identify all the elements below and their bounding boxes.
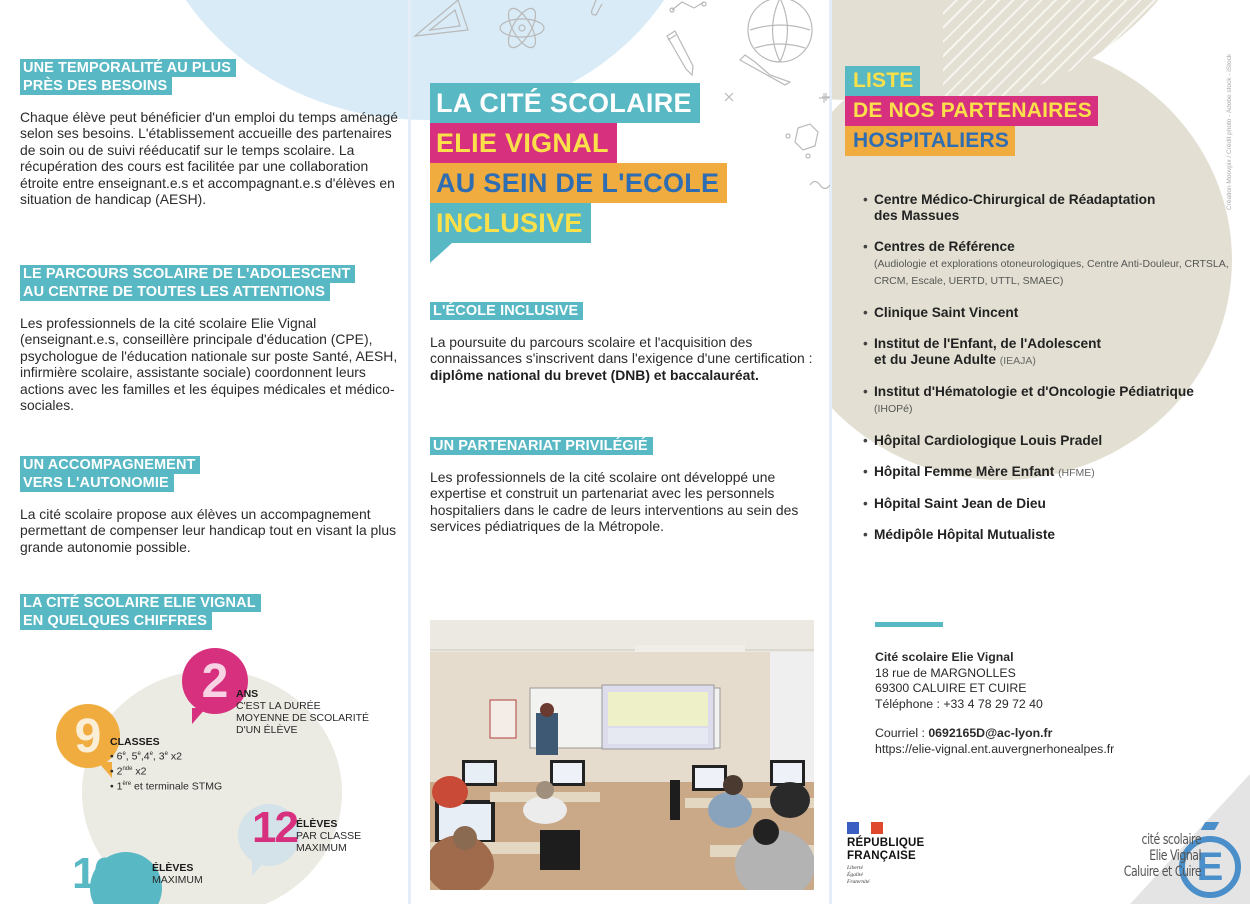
partner-name: Hôpital Saint Jean de Dieu [874, 496, 1046, 511]
figure-number: 2 [201, 654, 229, 708]
figure-number: 108 [72, 849, 137, 898]
heading-line: LA CITÉ SCOLAIRE ELIE VIGNAL [20, 594, 261, 612]
title-bubble-tail [430, 243, 452, 263]
logo-line: Elie Vignal [1149, 848, 1201, 864]
section-heading: UN PARTENARIAT PRIVILÉGIÉ [430, 437, 653, 455]
email-link[interactable]: 0692165D@ac-lyon.fr [928, 726, 1053, 740]
level-sup: e [149, 751, 153, 757]
contact-email-row [875, 726, 1114, 742]
heading-line: UNE TEMPORALITÉ AU PLUS [20, 59, 236, 77]
heading-line: AU CENTRE DE TOUTES LES ATTENTIONS [20, 283, 330, 301]
accent-mark-icon [1201, 822, 1220, 830]
partner-name: Institut de l'Enfant, de l'Adolescent et du Jeune Adulte [874, 336, 1102, 367]
level: ,4 [140, 750, 150, 763]
section-parcours [20, 265, 405, 413]
text-bold: diplôme national du brevet (DNB) et baccalauréat. [430, 366, 759, 383]
figure-number: 9 [74, 709, 102, 763]
classes-list-item: • 1ère et terminale STMG [110, 780, 223, 793]
republique-line: FRANÇAISE [847, 849, 916, 862]
heading-line: PRÈS DES BESOINS [20, 77, 172, 95]
main-title [430, 83, 727, 243]
partner-item [863, 527, 1248, 543]
bubble-tail [252, 860, 266, 876]
classroom-illustration [430, 620, 814, 890]
title-line: LISTE [845, 66, 920, 96]
level-count: et terminale STMG [131, 780, 223, 793]
republique-motto [847, 865, 924, 886]
level: 6 [116, 750, 123, 763]
classes-list [110, 748, 222, 793]
motto-line: Liberté [847, 865, 863, 871]
level-sup: e [164, 751, 168, 757]
partner-name: Institut d'Hématologie et d'Oncologie Pédiatrique [874, 384, 1194, 399]
partners-list [863, 192, 1248, 558]
partners-title [845, 66, 1098, 156]
figure-line: MOYENNE DE SCOLARITÉ [236, 712, 370, 724]
text-regular: La poursuite du parcours scolaire et l'acquisition des connaissances s'inscrivent dans l'exigence d'une certification : [430, 334, 813, 367]
section-heading [20, 59, 400, 95]
middle-column [430, 0, 825, 904]
partner-abbr: (HFME) [1058, 467, 1095, 479]
section-heading [20, 265, 405, 301]
section-text: Les professionnels de la cité scolaire Elie Vignal (enseignant.e.s, conseillère principale d'éducation (CPE), psychologue de l'éducation nationale sur poste Santé, AESH, infirmière scolaire, assistante sociale) coordonnent leurs actions avec les familles et les équipes médicales et médico-sociales. [20, 315, 398, 414]
republique-francaise-logo [847, 822, 924, 886]
contact-block [875, 650, 1114, 757]
section-chiffres [20, 594, 405, 630]
contact-name: Cité scolaire Elie Vignal [875, 650, 1014, 664]
classes-list-item: • 6e, 5e,4e, 3e x2 [110, 750, 182, 763]
figure-title: ANS [236, 688, 259, 700]
level-sup: nde [122, 766, 133, 772]
motto-line: Fraternité [847, 879, 870, 885]
level-count: x2 [132, 765, 147, 778]
logo-line: cité scolaire [1141, 832, 1201, 848]
section-text: Chaque élève peut bénéficier d'un emploi du temps aménagé selon ses besoins. L'établissement accueille des partenaires de soin ou de suivi rééducatif sur le temps scolaire. La récupération des cours est facilitée par une collaboration étroite entre enseignant.e.s et accompagnant.e.s d'élèves en situation de handicap (AESH). [20, 109, 398, 208]
bubble-tail [192, 708, 206, 724]
classes-list-item: • 2nde x2 [110, 765, 147, 778]
figure-number-outline [72, 848, 136, 900]
section-text [430, 334, 820, 383]
figure-label-years [236, 688, 369, 736]
level-sup: e [137, 751, 141, 757]
section-temporalite [20, 59, 400, 207]
partner-detail: (Audiologie et explorations otoneurologiques, Centre Anti-Douleur, CRTSLA, CRCM, Escale, UERTD, UTTL, SMAEC) [874, 258, 1229, 287]
partner-name: Centre Médico-Chirurgical de Réadaptation des Massues [874, 192, 1156, 223]
key-figures [20, 640, 410, 904]
partner-name: Centres de Référence [874, 239, 1015, 254]
partner-item [863, 496, 1248, 512]
heading-line: UN ACCOMPAGNEMENT [20, 456, 200, 474]
contact-street: 18 rue de MARGNOLLES [875, 665, 1016, 680]
section-accompagnement [20, 456, 405, 555]
figure-line: D'UN ÉLÈVE [236, 724, 298, 736]
logo-letter: E [1196, 844, 1224, 889]
contact-city: 69300 CALUIRE ET CUIRE [875, 681, 1027, 695]
right-column [845, 0, 1245, 904]
partner-item [863, 464, 1248, 481]
partner-item [863, 433, 1248, 449]
figure-label-per-class [296, 818, 361, 854]
section-heading: L'ÉCOLE INCLUSIVE [430, 302, 583, 320]
photo-credit: Création Moovpix / Crédit photo - Adobe stock - iStock [1226, 53, 1233, 210]
section-text: Les professionnels de la cité scolaire ont développé une expertise et construit un partenariat avec les personnels hospitaliers dans le cadre de leurs interventions au sein des services pédiatriques de la Métropole. [430, 469, 799, 535]
heading-line: LE PARCOURS SCOLAIRE DE L'ADOLESCENT [20, 265, 355, 283]
partner-detail: (IHOPé) [874, 403, 913, 415]
section-ecole-inclusive [430, 302, 820, 383]
figure-label-students [152, 862, 203, 886]
accent-divider [875, 622, 943, 627]
figure-line: PAR CLASSE [296, 830, 362, 842]
title-line: DE NOS PARTENAIRES [845, 96, 1098, 126]
level: 2 [116, 765, 123, 778]
partner-abbr: (IEAJA) [999, 355, 1036, 367]
partner-name: Hôpital Cardiologique Louis Pradel [874, 433, 1103, 448]
logo-text [1124, 832, 1201, 880]
section-partenariat [430, 437, 820, 535]
title-line: AU SEIN DE L'ECOLE [430, 163, 727, 203]
figure-line: C'EST LA DURÉE [236, 700, 321, 712]
figure-line: MAXIMUM [152, 874, 203, 886]
section-heading [20, 456, 405, 492]
email-label: Courriel : [875, 726, 929, 740]
republique-name [847, 837, 924, 862]
republique-line: RÉPUBLIQUE [847, 837, 925, 849]
partner-item [863, 192, 1163, 224]
partner-item [863, 384, 1248, 418]
title-line: ELIE VIGNAL [430, 123, 617, 163]
cite-scolaire-logo [1065, 832, 1245, 892]
contact-phone: Téléphone : +33 4 78 29 72 40 [875, 696, 1043, 711]
partner-item [863, 239, 1248, 290]
figure-line: MAXIMUM [296, 842, 347, 854]
figure-label-classes [110, 736, 160, 748]
level-sup: e [122, 751, 126, 757]
figure-title: ÉLÈVES [296, 818, 338, 830]
level-count: x2 [167, 750, 182, 763]
level-sup: ère [122, 781, 132, 787]
heading-line: VERS L'AUTONOMIE [20, 474, 174, 492]
classroom-photo [430, 620, 814, 890]
partner-item [863, 336, 1113, 369]
logo-line: Caluire et Cuire [1123, 864, 1201, 880]
title-line: HOSPITALIERS [845, 126, 1015, 156]
section-text: La cité scolaire propose aux élèves un accompagnement permettant de compenser leur handicap tout en visant la plus grande autonomie possible. [20, 506, 397, 555]
partner-name: Médipôle Hôpital Mutualiste [874, 527, 1055, 542]
section-heading [20, 594, 405, 630]
motto-line: Égalité [847, 872, 863, 878]
title-line: INCLUSIVE [430, 203, 591, 243]
level: 1 [116, 780, 123, 793]
figure-number: 12 [252, 803, 297, 852]
level: , 3 [152, 750, 165, 763]
heading-line: EN QUELQUES CHIFFRES [20, 612, 212, 630]
french-flag-icon [847, 822, 883, 834]
level: , 5 [125, 750, 138, 763]
figure-title: ÉLÈVES [152, 862, 194, 874]
partner-item [863, 305, 1248, 321]
website-link[interactable]: https://elie-vignal.ent.auvergnerhonealpes.fr [875, 741, 1115, 756]
partner-name: Hôpital Femme Mère Enfant [874, 464, 1055, 479]
partner-name: Clinique Saint Vincent [874, 305, 1019, 320]
figure-title: CLASSES [110, 736, 160, 748]
title-line: LA CITÉ SCOLAIRE [430, 83, 700, 123]
